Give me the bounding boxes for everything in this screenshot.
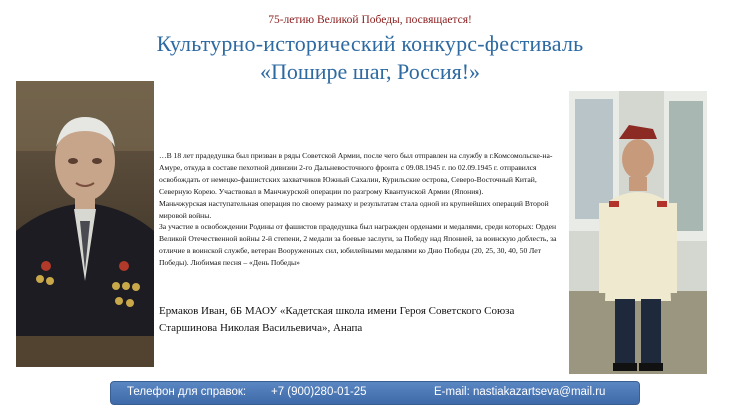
phone-number[interactable]: +7 (900)280-01-25 <box>271 386 367 398</box>
story-text <box>159 150 569 269</box>
cadet-photo <box>569 91 707 374</box>
story-paragraph: За участие в освобождении Родины от фашистов прадедушка был награжден орденами и медалями, среди которых: Орден Великой Отечественной войны 2-й степени, 2 медали за боевые заслуги, за Победу над Японией, за воинскую доблесть, за отличие в воинской службе, ветеран Вооруженных сил, юбилейными медалями ко Дню Победы (20, 25, 30, 40, 50 Лет Победы). Любимая песня – «День Победы» <box>159 222 557 268</box>
dedication-line: 75-летию Великой Победы, посвящается! <box>268 14 472 26</box>
phone-label: Телефон для справок: <box>127 386 247 398</box>
story-paragraph: Маньчжурская наступательная операция по своему размаху и результатам стала одной из крупнейших операций Второй мировой войны. <box>159 198 549 220</box>
contact-bar <box>110 381 640 405</box>
story-paragraph: …В 18 лет прадедушка был призван в ряды Советской Армии, после чего был отправлен на службу в г.Комсомольске-на-Амуре, откуда в составе пехотной дивизии 2-го Дальневосточного фронта с 09.08.1945 г. по 02.09.1945 г. отправился освобождать от немецко-фашистских захватчиков Южный Сахалин, Курильские острова, Северо-Восточный Китай, Северную Корею. Участвовал в Манчжурской операции по разгрому Квантунской Армии (Япония). <box>159 151 553 196</box>
veteran-photo <box>16 81 154 367</box>
author-line: Ермаков Иван, 6Б МАОУ «Кадетская школа имени Героя Советского Союза <box>159 305 515 317</box>
festival-slogan: «Пошире шаг, Россия!» <box>259 59 481 84</box>
festival-title: Культурно-исторический конкурс-фестиваль <box>156 31 584 56</box>
author-line: Старшинова Николая Васильевича», Анапа <box>159 321 363 334</box>
author-block <box>159 303 569 336</box>
email-link[interactable]: E-mail: nastiakazartseva@mail.ru <box>434 386 606 398</box>
